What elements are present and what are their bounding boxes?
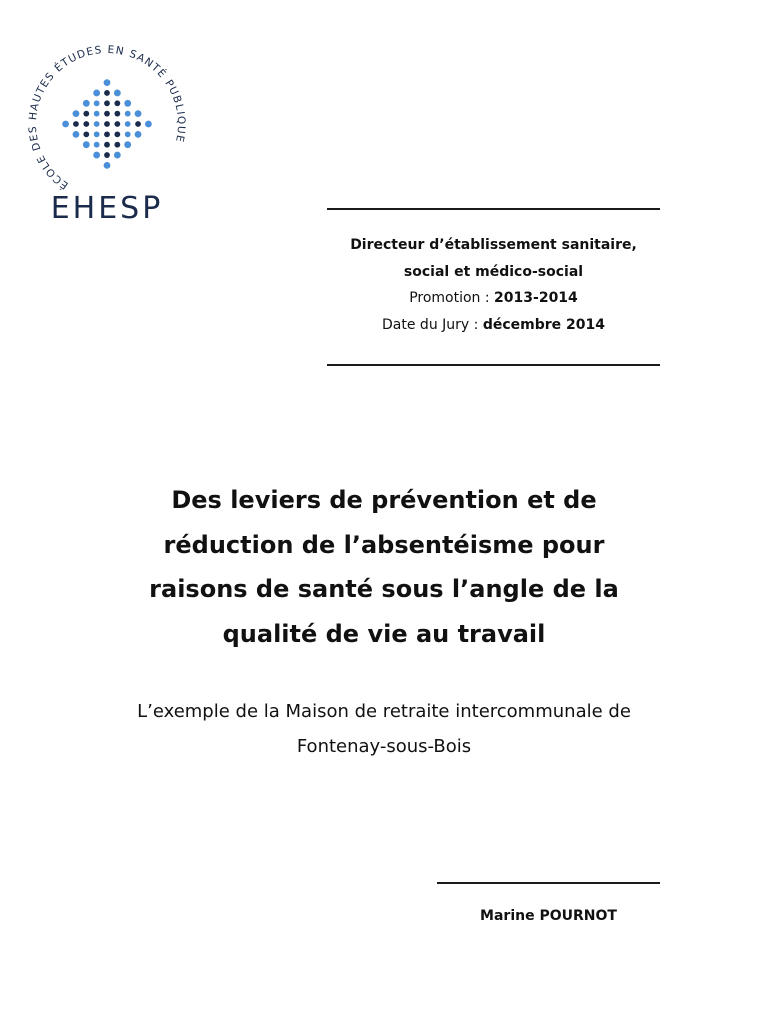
logo-dot — [125, 121, 131, 127]
logo-dot — [135, 131, 142, 138]
logo-dot — [83, 111, 89, 117]
header-bottom-rule — [327, 364, 660, 366]
logo-dot — [114, 90, 121, 97]
jury-date-line — [327, 312, 660, 339]
jury-date-label: Date du Jury : — [382, 316, 483, 333]
title-line: Des leviers de prévention et de — [171, 486, 597, 514]
subtitle-line: L’exemple de la Maison de retraite intercommunale de — [137, 701, 631, 722]
ehesp-logo-graphic — [22, 40, 192, 230]
author-name: Marine POURNOT — [480, 908, 617, 924]
logo-dot — [104, 152, 110, 158]
logo-dot — [104, 131, 110, 137]
logo-dot — [73, 121, 79, 127]
title-line: réduction de l’absentéisme pour — [163, 530, 605, 559]
logo-dot — [73, 110, 80, 117]
logo-dots — [62, 79, 152, 169]
logo-dot — [83, 131, 89, 137]
logo-dot — [124, 141, 131, 148]
logo-dot — [93, 152, 100, 159]
logo-ring-text: ÉCOLE DES HAUTES ÉTUDES EN SANTÉ PUBLIQUE — [26, 43, 188, 192]
logo-dot — [83, 141, 90, 148]
logo-dot — [114, 131, 120, 137]
logo-dot — [94, 131, 100, 137]
logo-dot — [73, 131, 80, 138]
logo-dot — [125, 111, 131, 117]
program-line-1: Directeur d’établissement sanitaire, — [350, 237, 637, 253]
program-info — [327, 232, 660, 338]
logo-dot — [125, 131, 131, 137]
subtitle-line: Fontenay-sous-Bois — [296, 736, 472, 757]
logo-dot — [145, 121, 152, 128]
logo-dot — [114, 111, 120, 117]
logo-dot — [94, 142, 100, 148]
logo-dot — [114, 121, 120, 127]
header-top-rule — [327, 208, 660, 210]
author-rule — [437, 882, 660, 884]
title-line: raisons de santé sous l’angle de la — [149, 575, 619, 603]
logo-dot — [94, 121, 100, 127]
logo-dot — [104, 111, 110, 117]
jury-date-value: décembre 2014 — [482, 316, 605, 333]
logo-dot — [94, 111, 100, 117]
logo-dot — [114, 152, 121, 159]
logo-dot — [104, 142, 110, 148]
logo-dot — [104, 100, 110, 106]
logo-dot — [104, 121, 110, 127]
program-line-2: social et médico-social — [403, 263, 584, 280]
logo-dot — [135, 121, 141, 127]
promotion-value: 2013-2014 — [494, 290, 578, 306]
thesis-title — [40, 478, 728, 656]
thesis-subtitle — [40, 694, 728, 764]
promotion-line — [327, 285, 660, 312]
logo-dot — [94, 100, 100, 106]
logo-dot — [124, 100, 131, 107]
logo-dot — [104, 79, 111, 86]
logo-dot — [104, 162, 111, 169]
logo-acronym: EHESP — [50, 191, 164, 226]
title-line: qualité de vie au travail — [222, 619, 546, 648]
logo-dot — [83, 100, 90, 107]
logo-dot — [114, 142, 120, 148]
logo-dot — [62, 121, 69, 128]
logo-dot — [114, 100, 120, 106]
logo-dot — [93, 90, 100, 97]
promotion-label: Promotion : — [409, 290, 495, 306]
ehesp-logo — [22, 40, 192, 230]
logo-dot — [104, 90, 110, 96]
logo-dot — [135, 110, 142, 117]
logo-dot — [83, 121, 89, 127]
